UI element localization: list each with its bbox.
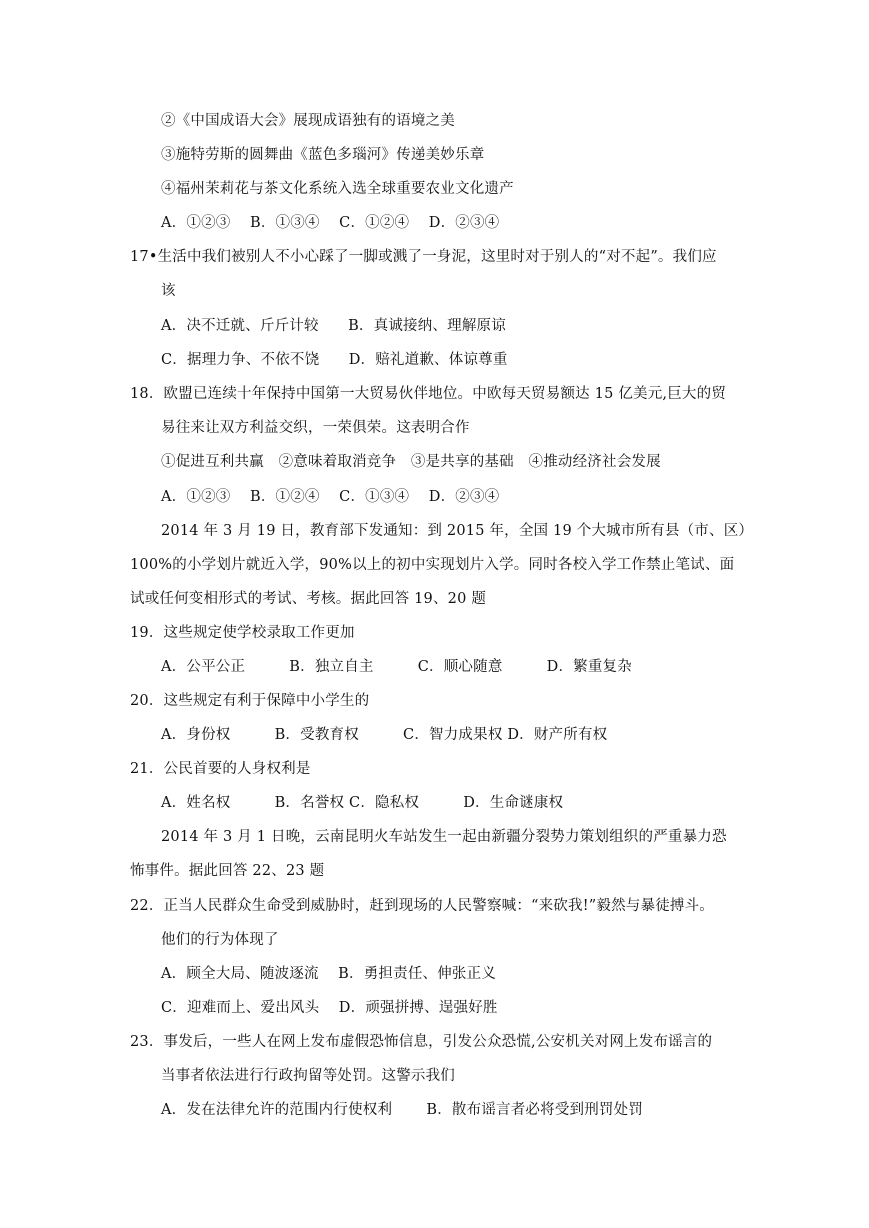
answer-options: A．顾全大局、随波逐流 B．勇担责任、伸张正义 (161, 966, 497, 982)
question-19: 19．这些规定使学校录取工作更加 (130, 625, 355, 641)
question-22: 22．正当人民群众生命受到威胁时，赶到现场的人民警察喊：“来砍我!”毅然与暴徒搏斗。 (130, 898, 714, 914)
text-line: ③施特劳斯的圆舞曲《蓝色多瑙河》传递美妙乐章 (161, 147, 485, 163)
answer-options: A．姓名权 B．名誉权 C．隐私权 D．生命谜康权 (161, 795, 564, 811)
question-20: 20．这些规定有利于保障中小学生的 (130, 693, 370, 709)
question-17: 17•生活中我们被别人不小心踩了一脚或溅了一身泥，这里时对于别人的“对不起”。我们应 (130, 249, 717, 265)
text-line: 易往来让双方利益交织，一荣俱荣。这表明合作 (161, 420, 470, 436)
answer-options: A．身份权 B．受教育权 C．智力成果权 D．财产所有权 (161, 727, 608, 743)
answer-options: A．决不迁就、斤斤计较 B．真诚接纳、理解原谅 (161, 318, 506, 334)
passage-line: 2014 年 3 月 19 日，教育部下发通知：到 2015 年，全国 19 个大城市所有县（市、区） (161, 523, 754, 539)
passage-line: 2014 年 3 月 1 日晚，云南昆明火车站发生一起由新疆分裂势力策划组织的严重暴力恐 (161, 829, 727, 845)
text-line: ②《中国成语大会》展现成语独有的语境之美 (161, 113, 455, 129)
text-line: 该 (161, 283, 176, 299)
answer-options: C．据理力争、不依不饶 D．赔礼道歉、体谅尊重 (161, 352, 508, 368)
passage-line: 怖事件。据此回答 22、23 题 (130, 863, 325, 879)
answer-options: A．①②③ B．①②④ C．①③④ D．②③④ (161, 489, 500, 505)
passage-line: 试或任何变相形式的考试、考核。据此回答 19、20 题 (130, 591, 487, 607)
text-line: ①促进互利共赢 ②意味着取消竞争 ③是共享的基础 ④推动经济社会发展 (161, 454, 661, 470)
answer-options: A．公平公正 B．独立自主 C．顺心随意 D．繁重复杂 (161, 659, 632, 675)
question-21: 21．公民首要的人身权利是 (130, 761, 311, 777)
answer-options: C．迎难而上、爱出风头 D．顽强拼搏、逞强好胜 (161, 1000, 498, 1016)
answer-options: A．发在法律允许的范围内行使权利 B．散布谣言者必将受到刑罚处罚 (161, 1102, 644, 1118)
question-23: 23．事发后，一些人在网上发布虚假恐怖信息，引发公众恐慌,公安机关对网上发布谣言的 (130, 1034, 713, 1050)
text-line: ④福州茉莉花与茶文化系统入选全球重要农业文化遗产 (161, 181, 514, 197)
answer-options: A．①②③ B．①③④ C．①②④ D．②③④ (161, 215, 500, 231)
passage-line: 100%的小学划片就近入学，90%以上的初中实现划片入学。同时各校入学工作禁止笔试、面 (130, 557, 735, 573)
text-line: 当事者依法进行行政拘留等处罚。这警示我们 (161, 1068, 455, 1084)
question-18: 18．欧盟已连续十年保持中国第一大贸易伙伴地位。中欧每天贸易额达 15 亿美元,巨大的贸 (130, 386, 727, 402)
text-line: 他们的行为体现了 (161, 932, 279, 948)
